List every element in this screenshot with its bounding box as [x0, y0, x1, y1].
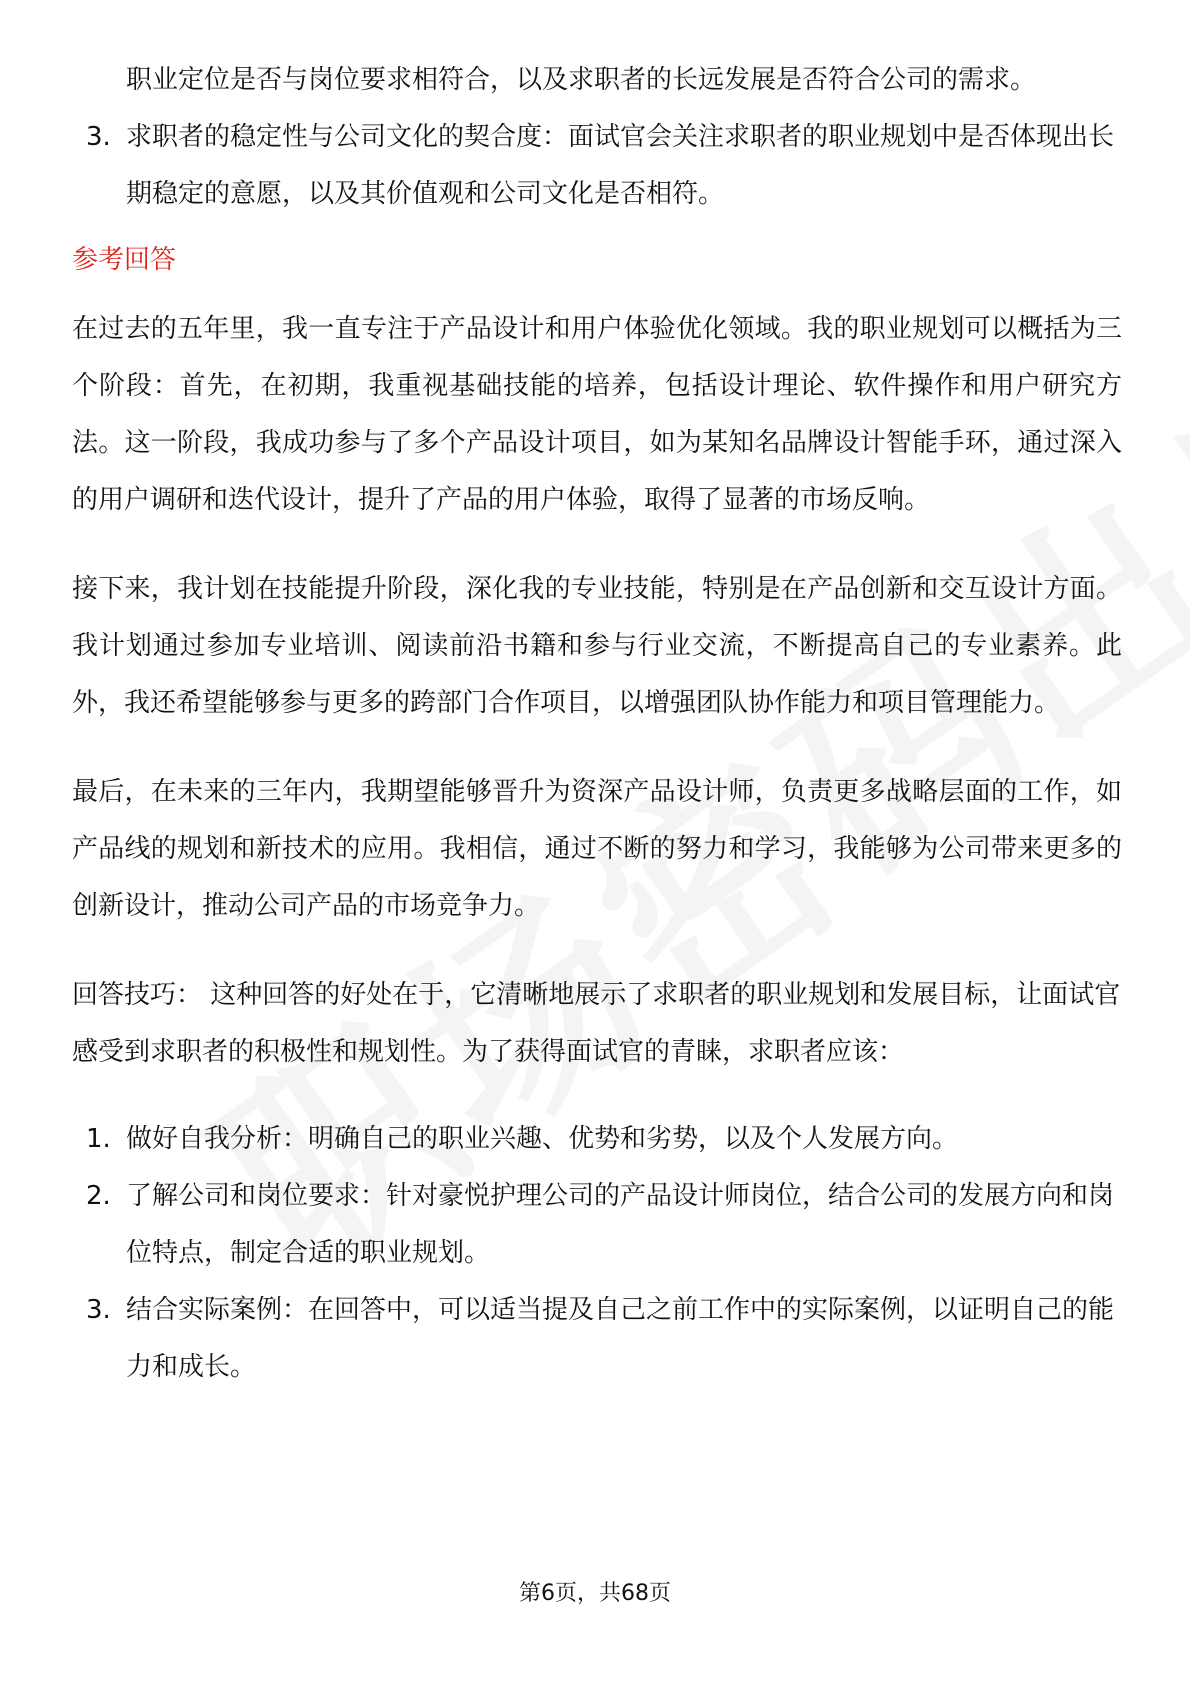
answer-paragraph: 最后，在未来的三年内，我期望能够晋升为资深产品设计师，负责更多战略层面的工作，如产品线的规划和新技术的应用。我相信，通过不断的努力和学习，我能够为公司带来更多的创新设计，推动公司产品的市场竞争力。 — [72, 777, 1122, 921]
tips-intro: 回答技巧： 这种回答的好处在于，它清晰地展示了求职者的职业规划和发展目标，让面试官感受到求职者的积极性和规划性。为了获得面试官的青睐，求职者应该： — [72, 980, 1121, 1067]
list-item — [72, 1282, 1122, 1396]
list-item — [72, 1111, 1122, 1168]
list-item-continuation: 职业定位是否与岗位要求相符合，以及求职者的长远发展是否符合公司的需求。 — [126, 65, 1037, 95]
answer-paragraph: 接下来，我计划在技能提升阶段，深化我的专业技能，特别是在产品创新和交互设计方面。我计划通过参加专业培训、阅读前沿书籍和参与行业交流，不断提高自己的专业素养。此外，我还希望能够参与更多的跨部门合作项目，以增强团队协作能力和项目管理能力。 — [72, 574, 1122, 718]
list-item-text: 了解公司和岗位要求：针对豪悦护理公司的产品设计师岗位，结合公司的发展方向和岗位特点，制定合适的职业规划。 — [126, 1181, 1115, 1268]
list-number: 1. — [86, 1124, 111, 1154]
answer-paragraph: 在过去的五年里，我一直专注于产品设计和用户体验优化领域。我的职业规划可以概括为三个阶段：首先，在初期，我重视基础技能的培养，包括设计理论、软件操作和用户研究方法。这一阶段，我成功参与了多个产品设计项目，如为某知名品牌设计智能手环，通过深入的用户调研和迭代设计，提升了产品的用户体验，取得了显著的市场反响。 — [72, 314, 1122, 515]
list-item — [72, 1168, 1122, 1282]
list-item — [72, 109, 1122, 223]
list-number: 3. — [86, 122, 111, 152]
section-title: 参考回答 — [72, 245, 177, 275]
tips-list — [72, 1111, 1122, 1396]
criteria-list — [72, 109, 1122, 223]
list-item-text: 求职者的稳定性与公司文化的契合度：面试官会关注求职者的职业规划中是否体现出长期稳定的意愿，以及其价值观和公司文化是否相符。 — [126, 122, 1115, 209]
page-footer: 第6页，共68页 — [519, 1581, 671, 1606]
list-number: 3. — [86, 1295, 111, 1325]
list-number: 2. — [86, 1181, 111, 1211]
list-item-text: 做好自我分析：明确自己的职业兴趣、优势和劣势，以及个人发展方向。 — [126, 1124, 959, 1154]
page-content — [72, 52, 1122, 1396]
list-item-text: 结合实际案例：在回答中，可以适当提及自己之前工作中的实际案例，以证明自己的能力和成长。 — [126, 1295, 1115, 1382]
